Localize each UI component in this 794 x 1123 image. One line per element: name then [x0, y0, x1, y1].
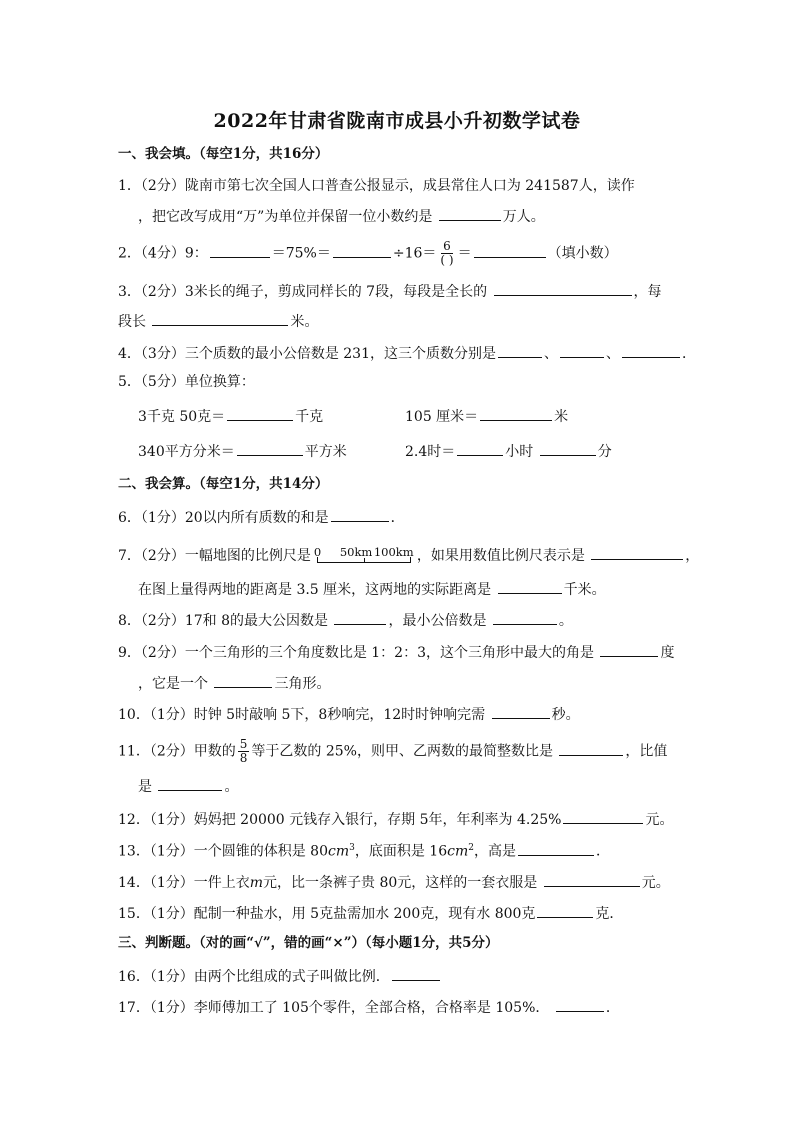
answer-blank[interactable] — [158, 775, 222, 791]
answer-blank[interactable] — [600, 641, 658, 657]
fraction: $\frac{5}{8}$ — [239, 737, 248, 765]
conversion-2: 105 厘米＝ 米 — [405, 405, 568, 427]
answer-blank[interactable] — [152, 310, 288, 326]
answer-blank[interactable] — [214, 672, 272, 688]
question-3-cont: 段长 米。 — [118, 310, 318, 332]
answer-blank[interactable] — [237, 440, 303, 456]
question-5: 5．（5分）单位换算： — [118, 374, 255, 390]
answer-blank[interactable] — [518, 840, 594, 856]
answer-blank[interactable] — [493, 609, 557, 625]
section-1-heading: 一、我会填。（每空1分，共16分） — [118, 146, 329, 162]
question-4: 4．（3分）三个质数的最小公倍数是 231，这三个质数分别是 、 、 ． — [118, 342, 696, 364]
question-11-cont: 是 。 — [138, 775, 238, 797]
question-13: 13．（1分）一个圆锥的体积是 $80cm^3$，底面积是 $16cm^2$，高是 ． — [118, 838, 610, 862]
answer-blank[interactable] — [480, 405, 552, 421]
answer-blank[interactable] — [334, 609, 386, 625]
answer-blank[interactable] — [227, 405, 293, 421]
answer-blank[interactable] — [498, 342, 542, 358]
answer-blank[interactable] — [622, 342, 680, 358]
scale-bar: 0 50km 100km — [314, 544, 414, 566]
question-9: 9．（2分）一个三角形的三个角度数比是 1：2：3，这个三角形中最大的角是 度 — [118, 641, 674, 663]
answer-blank[interactable] — [333, 242, 391, 258]
answer-blank[interactable] — [540, 440, 596, 456]
question-10: 10．（1分）时钟 5时敲响 5下，8秒响完，12时时钟响完需 秒。 — [118, 703, 580, 725]
answer-blank[interactable] — [494, 280, 632, 296]
question-7: 7．（2分）一幅地图的比例尺是 0 50km 100km ，如果用数值比例尺表示是 ， — [118, 545, 700, 564]
question-1-cont: ，把它改写成用“万”为单位并保留一位小数约是 万人。 — [138, 205, 545, 227]
question-8: 8．（2分）17和 8的最大公因数是 ，最小公倍数是 。 — [118, 609, 573, 631]
answer-blank[interactable] — [591, 544, 683, 560]
answer-blank[interactable] — [556, 996, 604, 1012]
question-9-cont: ，它是一个 三角形。 — [138, 672, 330, 694]
answer-blank[interactable] — [331, 506, 389, 522]
fraction: $\frac{6}{( )}$ — [440, 239, 454, 267]
answer-blank[interactable] — [474, 242, 546, 258]
section-2-heading: 二、我会算。（每空1分，共14分） — [118, 476, 329, 492]
question-12: 12．（1分）妈妈把 20000 元钱存入银行，存期 5年，年利率为 4.25% 元。 — [118, 808, 673, 830]
question-14: 14．（1分）一件上衣m元，比一条裤子贵 80元，这样的一套衣服是 元。 — [118, 871, 670, 893]
answer-blank[interactable] — [537, 902, 593, 918]
answer-blank[interactable] — [457, 440, 503, 456]
question-2: 2．（4分）9： ＝75%＝ ÷16＝ $\frac{6}{( )}$ ＝ （填小数） — [118, 239, 618, 267]
question-1: 1．（2分）陇南市第七次全国人口普查公报显示，成县常住人口为 241587人，读作 — [118, 178, 635, 194]
answer-blank[interactable] — [544, 871, 640, 887]
conversion-1: 3千克 50克＝ 千克 — [138, 405, 323, 427]
conversion-4: 2.4时＝ 小时 分 — [405, 440, 612, 462]
question-7-cont: 在图上量得两地的距离是 3.5 厘米，这两地的实际距离是 千米。 — [138, 578, 606, 600]
answer-blank[interactable] — [492, 703, 550, 719]
section-3-heading: 三、判断题。（对的画“√”，错的画“×”）（每小题1分，共5分） — [118, 935, 499, 951]
question-15: 15．（1分）配制一种盐水，用 5克盐需加水 200克，现有水 800克 克． — [118, 902, 623, 924]
question-16: 16．（1分）由两个比组成的式子叫做比例． — [118, 965, 442, 987]
answer-blank[interactable] — [563, 808, 643, 824]
question-3: 3．（2分）3米长的绳子，剪成同样长的 7段，每段是全长的 ，每 — [118, 280, 662, 302]
conversion-3: 340平方分米＝ 平方米 — [138, 440, 347, 462]
answer-blank[interactable] — [210, 242, 270, 258]
question-17: 17．（1分）李师傅加工了 105个零件，全部合格，合格率是 105%． ． — [118, 996, 620, 1018]
answer-blank[interactable] — [559, 740, 623, 756]
question-11: 11．（2分）甲数的 $\frac{5}{8}$ 等于乙数的 25%，则甲、乙两数的最简整数比是 ，比值 — [118, 737, 668, 765]
page-title: 2022年甘肃省陇南市成县小升初数学试卷 — [213, 110, 581, 132]
answer-blank[interactable] — [498, 578, 562, 594]
answer-blank[interactable] — [560, 342, 604, 358]
question-6: 6．（1分）20以内所有质数的和是 ． — [118, 506, 405, 528]
answer-blank[interactable] — [392, 965, 440, 981]
answer-blank[interactable] — [439, 205, 501, 221]
